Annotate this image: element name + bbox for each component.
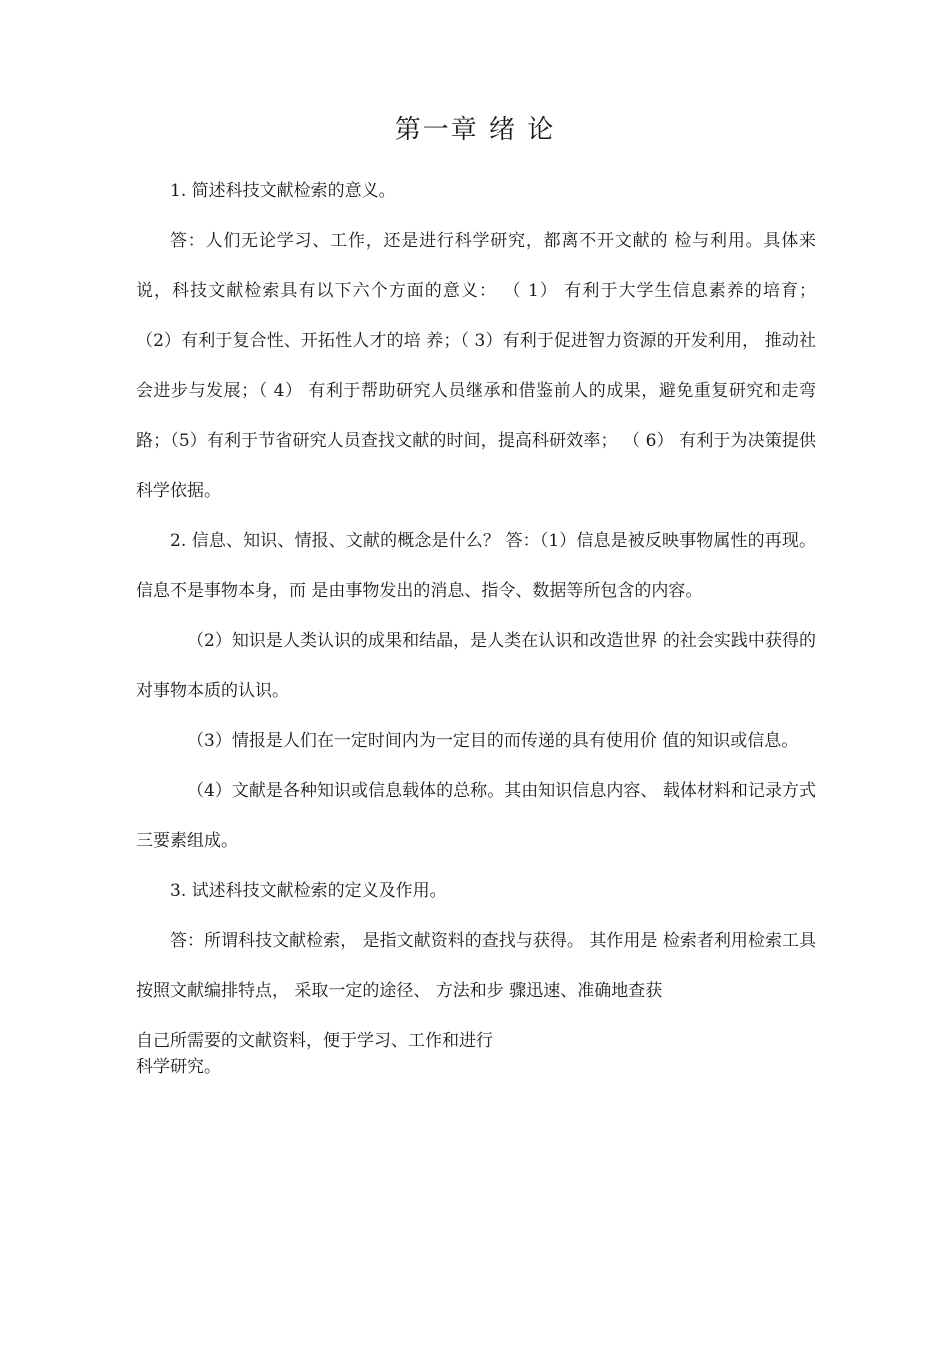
chapter-title: 第一章 绪 论 — [394, 115, 556, 145]
answer-2-literature: （4）文献是各种知识或信息载体的总称。其由知识信息内容、 载体材料和记录方式三要素组成。 — [136, 781, 816, 851]
document-body — [136, 166, 816, 1084]
answer-2-knowledge: （2）知识是人类认识的成果和结晶，是人类在认识和改造世界 的社会实践中获得的对事物本质的认识。 — [136, 631, 816, 701]
answer-1: 答：人们无论学习、工作，还是进行科学研究，都离不开文献的 检与利用。具体来说，科技文献检索具有以下六个方面的意义： （ 1） 有利于大学生信息素养的培育； （2）有利于复合性、开拓性人才的培 养；（ 3）有利于促进智力资源的开发利用， 推动社会进步与发展；（ 4） 有利于帮助研究人员继承和借鉴前人的成果，避免重复研究和走弯 路；（5）有利于节省研究人员查找文献的时间，提高科研效率； （ 6） 有利于为决策提供科学依据。 — [136, 231, 816, 501]
answer-3-end: 科学研究。 — [136, 1057, 221, 1077]
question-3: 3. 试述科技文献检索的定义及作用。 — [170, 881, 447, 901]
answer-2-intelligence: （3）情报是人们在一定时间内为一定目的而传递的具有使用价 值的知识或信息。 — [187, 731, 799, 751]
answer-3: 答：所谓科技文献检索， 是指文献资料的查找与获得。 其作用是 检索者利用检索工具按照文献编排特点， 采取一定的途径、 方法和步 骤迅速、准确地查获 — [136, 931, 816, 1001]
question-2-with-answer: 2. 信息、知识、情报、文献的概念是什么？ 答：（1）信息是被反映事物属性的再现。信息不是事物本身，而 是由事物发出的消息、指令、数据等所包含的内容。 — [136, 531, 816, 601]
question-1: 1. 简述科技文献检索的意义。 — [170, 181, 396, 201]
answer-3-continued: 自己所需要的文献资料，便于学习、工作和进行 — [136, 1031, 493, 1051]
